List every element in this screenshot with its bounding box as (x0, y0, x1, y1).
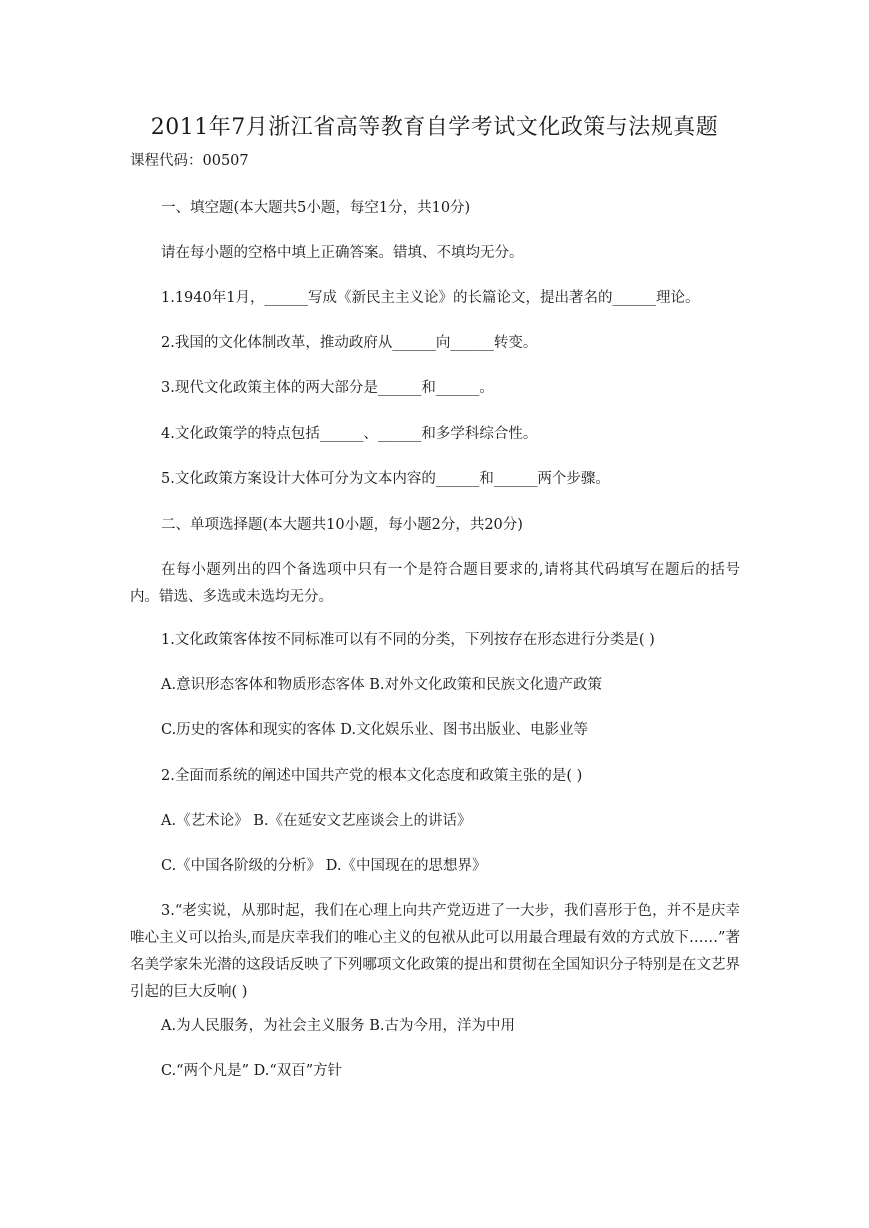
choice-question-3-options-cd: C.“两个凡是” D.“双百”方针 (161, 1063, 343, 1079)
choice-question-2-stem: 2.全面而系统的阐述中国共产党的根本文化态度和政策主张的是( ) (161, 768, 583, 784)
section-1-instruction: 请在每小题的空格中填上正确答案。错填、不填均无分。 (161, 245, 524, 261)
course-code: 课程代码：00507 (130, 153, 249, 169)
fill-blank-question-4: 4.文化政策学的特点包括______、______和多学科综合性。 (161, 426, 538, 442)
choice-question-1-options-ab: A.意识形态客体和物质形态客体 B.对外文化政策和民族文化遗产政策 (161, 677, 602, 693)
choice-question-3-stem: 3.“老实说，从那时起，我们在心理上向共产党迈进了一大步，我们喜形于色，并不是庆幸唯心主义可以抬头,而是庆幸我们的唯心主义的包袱从此可以用最合理最有效的方式放下……”著名美学家朱光潜的这段话反映了下列哪项文化政策的提出和贯彻在全国知识分子特别是在文艺界引起的巨大反响( ) (130, 903, 740, 1000)
choice-question-2-options-ab: A.《艺术论》 B.《在延安文艺座谈会上的讲话》 (161, 813, 472, 829)
choice-question-1-stem: 1.文化政策客体按不同标准可以有不同的分类，下列按存在形态进行分类是( ) (161, 632, 655, 648)
choice-question-2-options-cd: C.《中国各阶级的分析》 D.《中国现在的思想界》 (161, 858, 487, 874)
section-1-heading: 一、填空题(本大题共5小题，每空1分，共10分) (161, 200, 471, 216)
document-title: 2011年7月浙江省高等教育自学考试文化政策与法规真题 (150, 115, 719, 140)
section-2-heading: 二、单项选择题(本大题共10小题，每小题2分，共20分) (161, 517, 523, 533)
fill-blank-question-3: 3.现代文化政策主体的两大部分是______和______。 (161, 380, 494, 396)
fill-blank-question-5: 5.文化政策方案设计大体可分为文本内容的______和______两个步骤。 (161, 471, 610, 487)
fill-blank-question-2: 2.我国的文化体制改革，推动政府从______向______转变。 (161, 335, 538, 351)
choice-question-1-options-cd: C.历史的客体和现实的客体 D.文化娱乐业、图书出版业、电影业等 (161, 722, 589, 738)
choice-question-3-options-ab: A.为人民服务，为社会主义服务 B.古为今用，洋为中用 (161, 1018, 515, 1034)
fill-blank-question-1: 1.1940年1月，______写成《新民主主义论》的长篇论文，提出著名的______理论。 (161, 290, 700, 306)
section-2-instruction: 在每小题列出的四个备选项中只有一个是符合题目要求的,请将其代码填写在题后的括号内。错选、多选或未选均无分。 (130, 562, 740, 605)
